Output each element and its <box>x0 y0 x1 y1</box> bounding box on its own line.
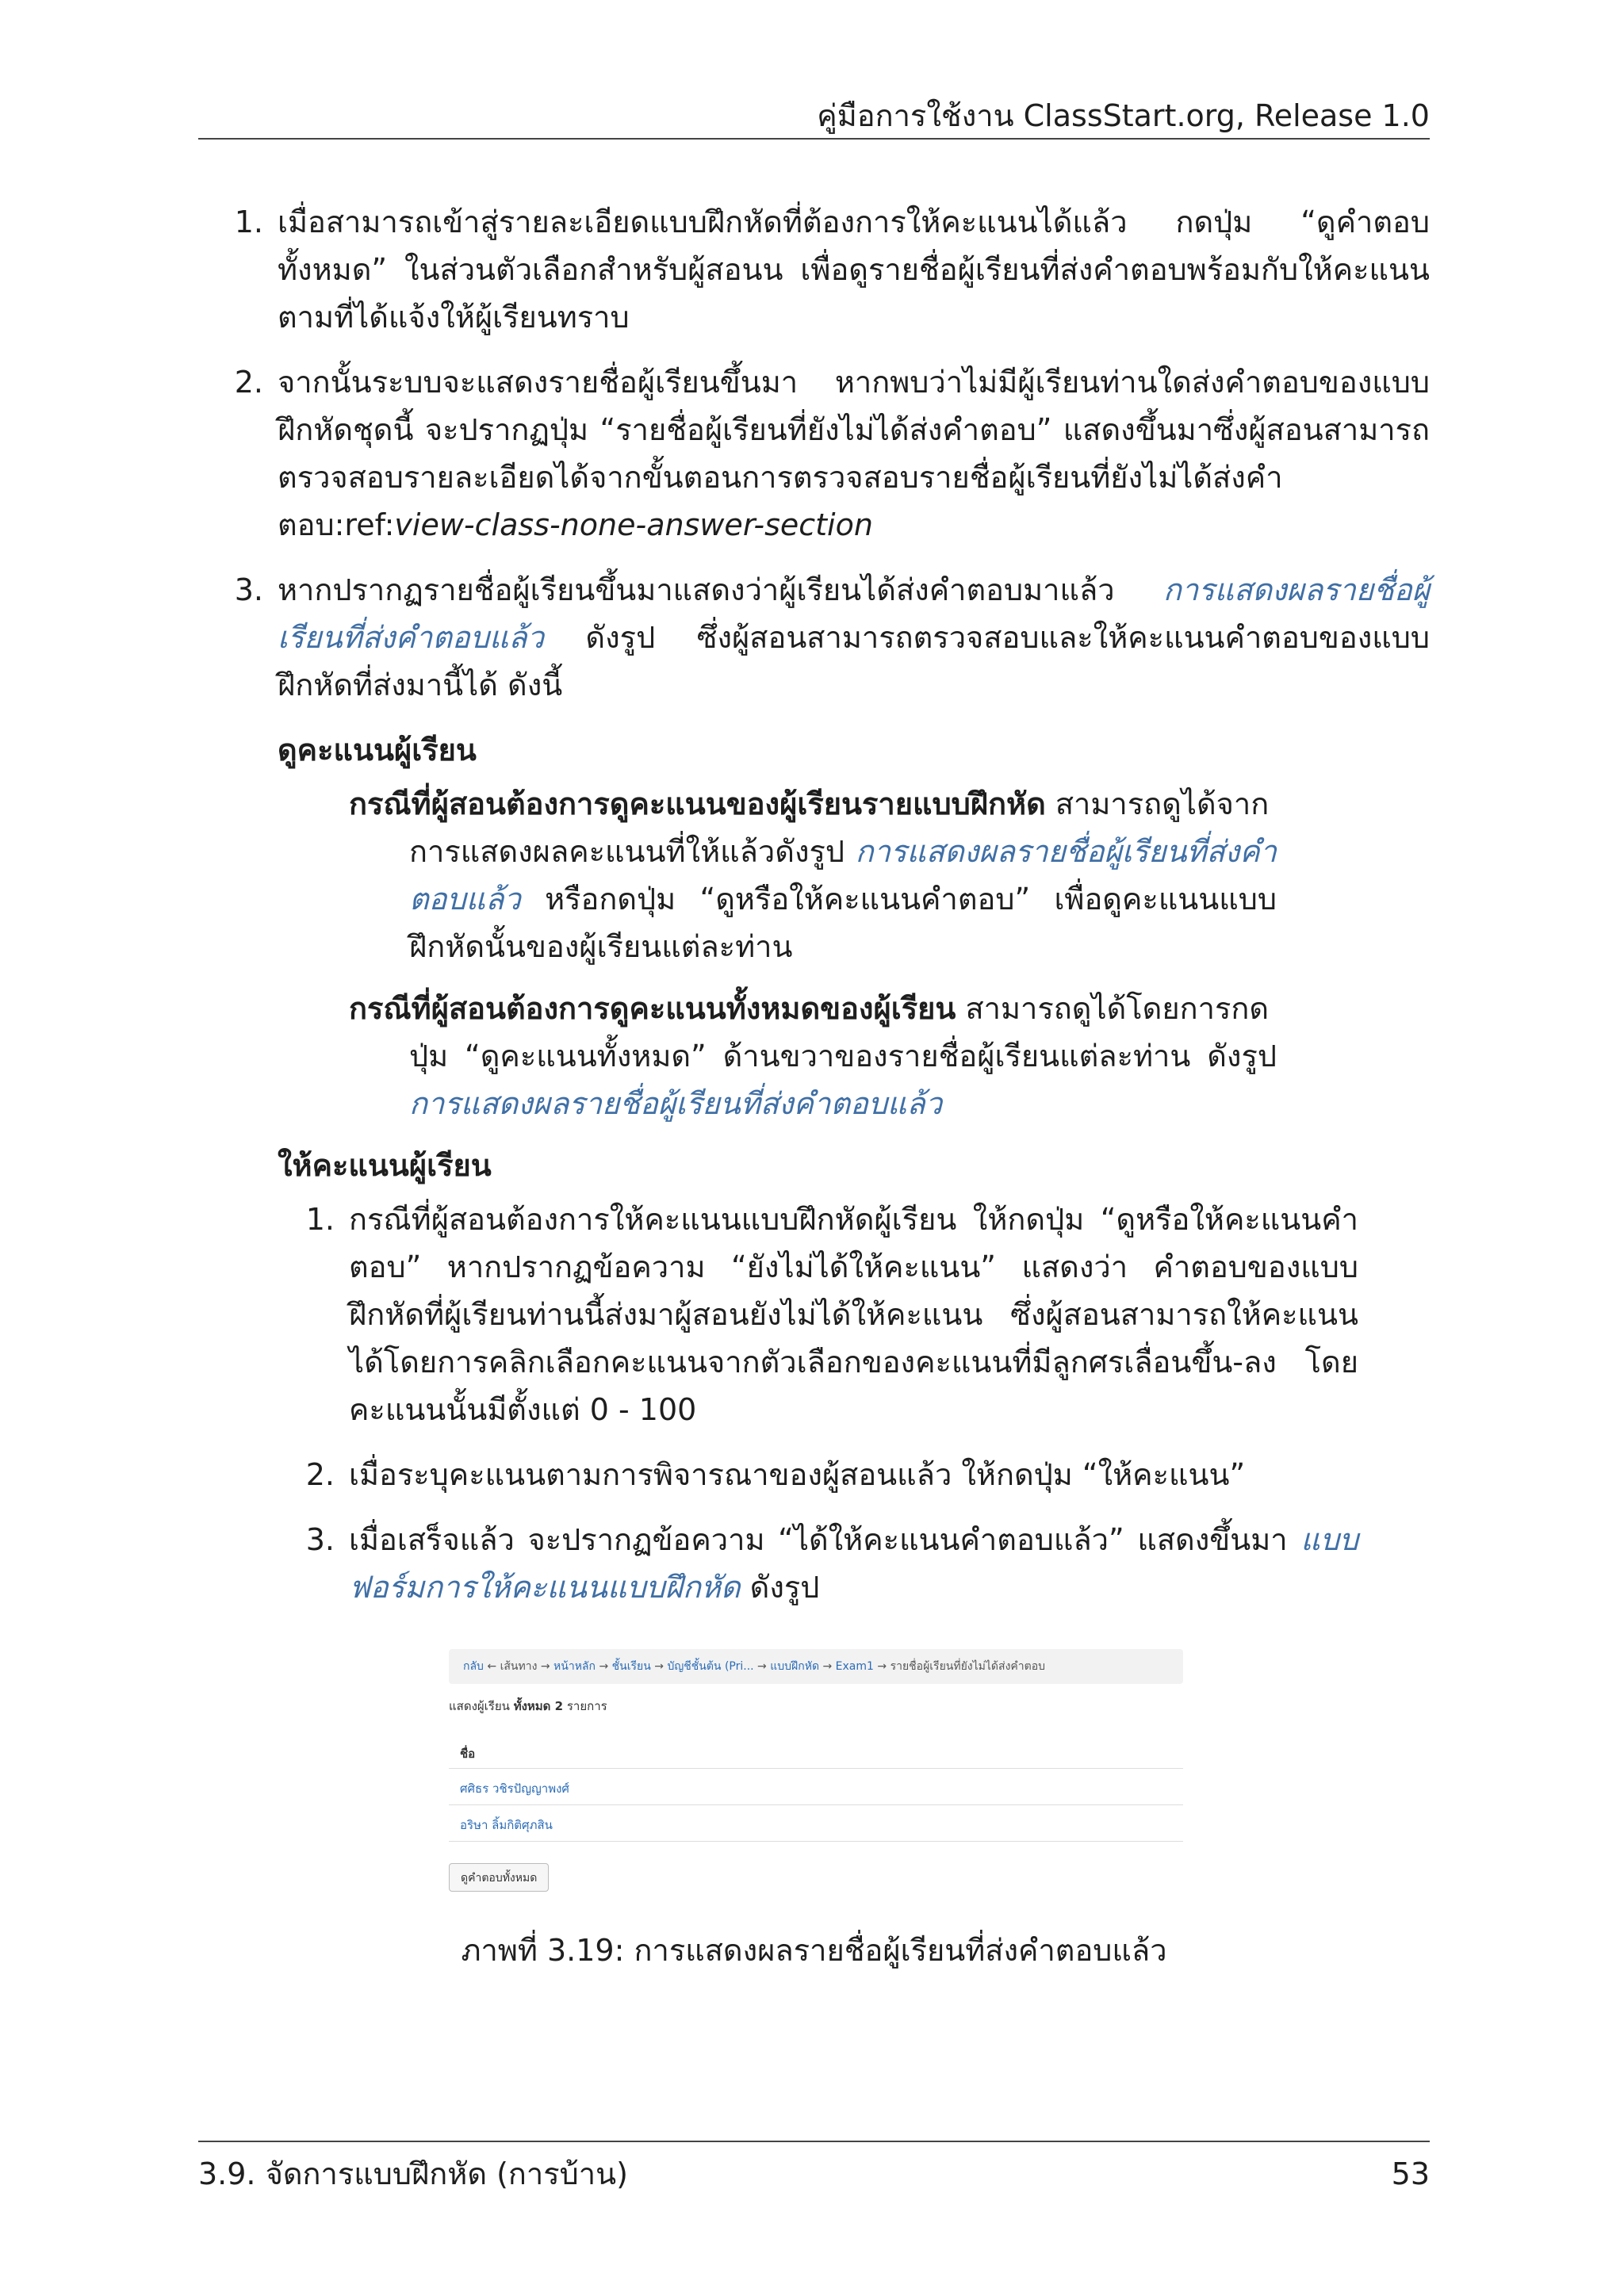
def-text-b: หรือกดปุ่ม “ดูหรือให้คะแนนคำตอบ” เพื่อดูคะแนนแบบฝึกหัดนั้นของผู้เรียนแต่ละท่าน <box>409 882 1277 964</box>
student-name-link[interactable]: ศศิธร วชิรปัญญาพงศ์ <box>460 1781 569 1796</box>
breadcrumb-course-link[interactable]: บัญชีชั้นต้น (Pri... <box>667 1660 754 1673</box>
breadcrumb-back-link[interactable]: กลับ <box>463 1660 484 1673</box>
breadcrumb-separator: → <box>873 1660 891 1673</box>
list-number: 2. <box>234 365 263 400</box>
student-count-summary <box>449 1697 607 1716</box>
row-divider <box>449 1768 1183 1769</box>
term-bold: กรณีที่ผู้สอนต้องการดูคะแนนของผู้เรียนรายแบบฝึกหัด <box>349 786 1046 821</box>
list-number: 3. <box>305 1522 335 1557</box>
figure-link[interactable]: แบบฟอร์มการให้คะแนนแบบฝึกหัด <box>349 1522 1358 1605</box>
list-text: เมื่อระบุคะแนนตามการพิจารณาของผู้สอนแล้ว ให้กดปุ่ม “ให้คะแนน” <box>349 1457 1246 1492</box>
page-number: 53 <box>1391 2156 1430 2191</box>
ref-target: view-class-none-answer-section <box>394 507 873 542</box>
running-header: คู่มือการใช้งาน ClassStart.org, Release 1.0 <box>817 98 1430 133</box>
list-text <box>278 358 1430 549</box>
summary-count: ทั้งหมด 2 <box>513 1699 564 1713</box>
page-body <box>198 198 1430 1628</box>
breadcrumb-classroom-link[interactable]: ชั้นเรียน <box>611 1660 651 1673</box>
definition-term <box>349 780 1277 828</box>
list-text <box>349 1516 1358 1611</box>
screenshot-figure <box>449 1649 1183 1899</box>
footer-section-title: 3.9. จัดการแบบฝึกหัด (การบ้าน) <box>198 2156 628 2191</box>
summary-prefix: แสดงผู้เรียน <box>449 1699 514 1713</box>
breadcrumb-current: รายชื่อผู้เรียนที่ยังไม่ได้ส่งคำตอบ <box>890 1660 1046 1673</box>
figure-caption: ภาพที่ 3.19: การแสดงผลรายชื่อผู้เรียนที่ส่งคำตอบแล้ว <box>461 1933 1167 1968</box>
definition-item <box>349 985 1277 1127</box>
student-name-link[interactable]: อริษา ลิ้มกิติศุภสิน <box>460 1818 553 1832</box>
definition-term <box>349 985 1277 1032</box>
breadcrumb-separator: → <box>819 1660 836 1673</box>
section-heading-view: ดูคะแนนผู้เรียน <box>278 733 477 767</box>
breadcrumb <box>449 1649 1183 1684</box>
list-item <box>270 1196 1358 1433</box>
list-item <box>198 198 1430 341</box>
footer-rule <box>198 2141 1430 2142</box>
summary-suffix: รายการ <box>563 1699 607 1713</box>
figure-link[interactable]: การแสดงผลรายชื่อผู้เรียนที่ส่งคำตอบแล้ว <box>278 572 1430 655</box>
section-heading-grade: ให้คะแนนผู้เรียน <box>278 1148 492 1183</box>
list-text-b: ดังรูป ซึ่งผู้สอนสามารถตรวจสอบและให้คะแนนคำตอบของแบบฝึกหัดที่ส่งมานี้ได้ ดังนี้ <box>278 620 1430 702</box>
list-number: 1. <box>234 205 263 239</box>
list-text-main: จากนั้นระบบจะแสดงรายชื่อผู้เรียนขึ้นมา หากพบว่าไม่มีผู้เรียนท่านใดส่งคำตอบของแบบฝึกหัดชุดนี้ จะปรากฏปุ่ม “รายชื่อผู้เรียนที่ยังไม่ได้ส่งคำตอบ” แสดงขึ้นมาซึ่งผู้สอนสามารถตรวจสอบรายละเอียดได้จากขั้นตอนการตรวจสอบรายชื่อผู้เรียนที่ยังไม่ได้ส่งคำตอบ:ref: <box>278 365 1430 542</box>
view-all-answers-button[interactable]: ดูคำตอบทั้งหมด <box>449 1863 549 1892</box>
list-text-a: เมื่อเสร็จแล้ว จะปรากฏข้อความ “ได้ให้คะแนนคำตอบแล้ว” แสดงขึ้นมา <box>349 1522 1301 1557</box>
breadcrumb-separator: ← เส้นทาง → <box>483 1660 554 1673</box>
list-text <box>278 566 1430 709</box>
definition-item <box>349 780 1277 970</box>
term-bold: กรณีที่ผู้สอนต้องการดูคะแนนทั้งหมดของผู้เรียน <box>349 991 956 1026</box>
definition-body <box>409 1032 1277 1127</box>
def-text-a: ปุ่ม “ดูคะแนนทั้งหมด” ด้านขวาของรายชื่อผู้เรียนแต่ละท่าน ดังรูป <box>409 1039 1277 1073</box>
list-number: 3. <box>234 572 263 607</box>
list-number: 1. <box>305 1202 335 1237</box>
list-item <box>270 1451 1358 1498</box>
list-item <box>270 1516 1358 1611</box>
list-item <box>198 566 1430 709</box>
figure-link[interactable]: การแสดงผลรายชื่อผู้เรียนที่ส่งคำตอบแล้ว <box>409 1086 943 1121</box>
list-number: 2. <box>305 1457 335 1492</box>
column-header-name: ชื่อ <box>460 1747 476 1761</box>
list-text-b: ดังรูป <box>740 1570 820 1605</box>
header-rule <box>198 138 1430 140</box>
term-rest: สามารถดูได้จาก <box>1045 786 1270 821</box>
figure-link[interactable]: การแสดงผลรายชื่อผู้เรียนที่ส่งคำตอบแล้ว <box>409 834 1277 916</box>
list-text-a: หากปรากฏรายชื่อผู้เรียนขึ้นมาแสดงว่าผู้เรียนได้ส่งคำตอบมาแล้ว <box>278 572 1163 607</box>
breadcrumb-separator: → <box>753 1660 771 1673</box>
breadcrumb-exercise-link[interactable]: แบบฝึกหัด <box>770 1660 820 1673</box>
row-divider <box>449 1841 1183 1842</box>
list-text: เมื่อสามารถเข้าสู่รายละเอียดแบบฝึกหัดที่ต้องการให้คะแนนได้แล้ว กดปุ่ม “ดูคำตอบทั้งหมด” ในส่วนตัวเลือกสำหรับผู้สอนน เพื่อดูรายชื่อผู้เรียนที่ส่งคำตอบพร้อมกับให้คะแนนตามที่ได้แจ้งให้ผู้เรียนทราบ <box>278 205 1430 335</box>
list-item <box>198 358 1430 549</box>
row-divider <box>449 1804 1183 1805</box>
breadcrumb-separator: → <box>650 1660 668 1673</box>
def-text-a: การแสดงผลคะแนนที่ให้แล้วดังรูป <box>409 834 856 869</box>
list-text: กรณีที่ผู้สอนต้องการให้คะแนนแบบฝึกหัดผู้เรียน ให้กดปุ่ม “ดูหรือให้คะแนนคำตอบ” หากปรากฏข้อความ “ยังไม่ได้ให้คะแนน” แสดงว่า คำตอบของแบบฝึกหัดที่ผู้เรียนท่านนี้ส่งมาผู้สอนยังไม่ได้ให้คะแนน ซึ่งผู้สอนสามารถให้คะแนนได้โดยการคลิกเลือกคะแนนจากตัวเลือกของคะแนนที่มีลูกศรเลื่อนขึ้น-ลง โดยคะแนนนั้นมีตั้งแต่ 0 - 100 <box>349 1202 1358 1427</box>
breadcrumb-home-link[interactable]: หน้าหลัก <box>553 1660 596 1673</box>
grade-steps-list <box>270 1196 1358 1611</box>
breadcrumb-separator: → <box>596 1660 612 1673</box>
term-rest: สามารถดูได้โดยการกด <box>956 991 1270 1026</box>
breadcrumb-exam-link[interactable]: Exam1 <box>835 1660 874 1673</box>
definition-body <box>409 828 1277 970</box>
